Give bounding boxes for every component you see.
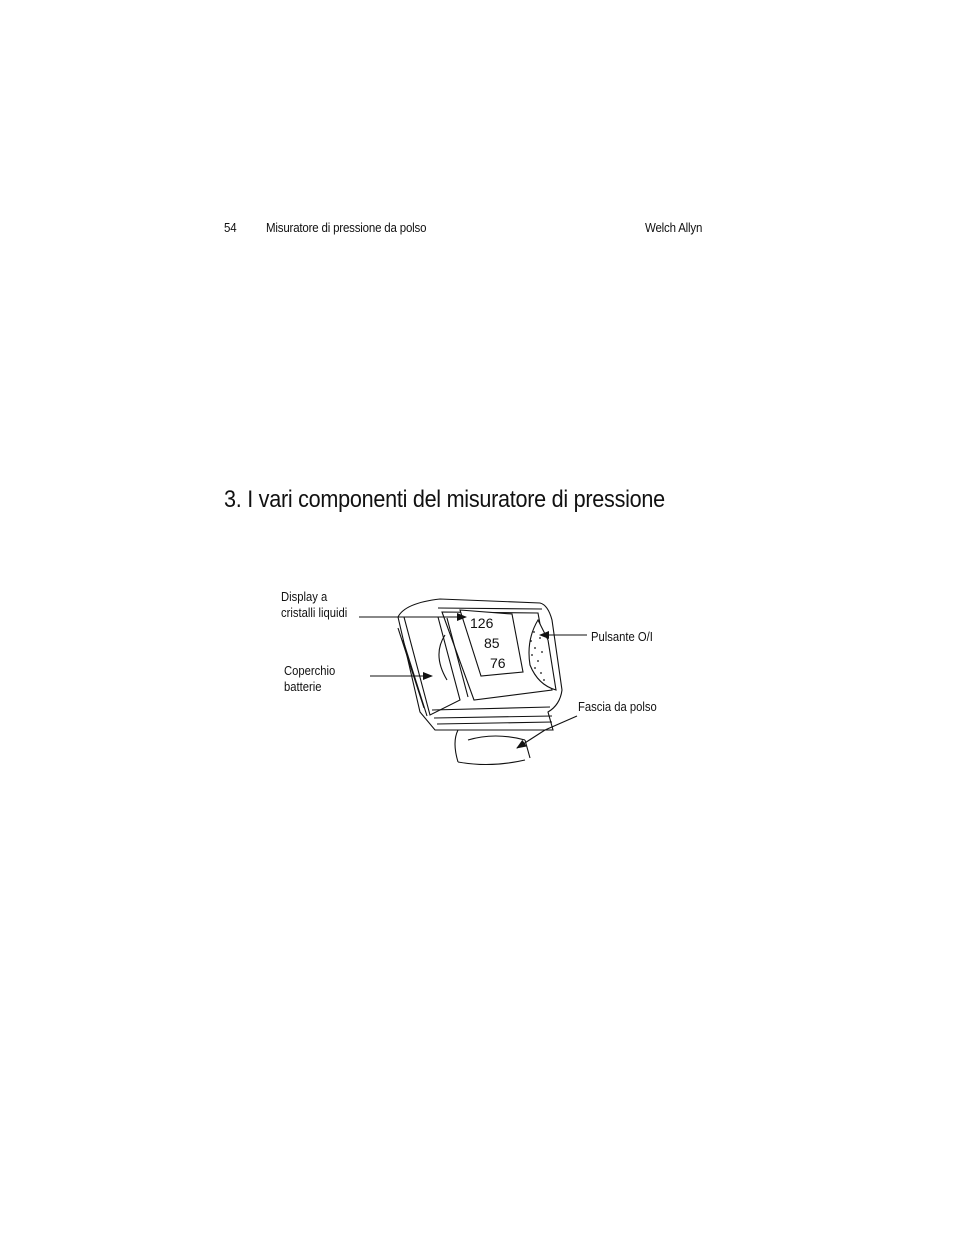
label-battery-cover-line1: Coperchio (284, 664, 336, 678)
section-title: 3. I vari componenti del misuratore di pressione (224, 486, 665, 513)
label-lcd-display-line2: cristalli liquidi (281, 606, 348, 620)
lcd-systolic-value: 126 (470, 615, 494, 631)
label-lcd-display-line1: Display a (281, 590, 328, 604)
label-wrist-band: Fascia da polso (578, 700, 657, 714)
label-power-button: Pulsante O/I (591, 630, 653, 644)
label-battery-cover (284, 663, 335, 695)
page-number: 54 (224, 221, 237, 235)
label-battery-cover-line2: batterie (284, 680, 322, 694)
running-header-brand: Welch Allyn (645, 221, 703, 235)
blood-pressure-monitor-illustration (355, 595, 590, 765)
running-header-title: Misuratore di pressione da polso (266, 221, 427, 235)
lcd-diastolic-value: 85 (484, 635, 500, 651)
lcd-pulse-value: 76 (490, 655, 506, 671)
label-lcd-display (281, 589, 347, 621)
